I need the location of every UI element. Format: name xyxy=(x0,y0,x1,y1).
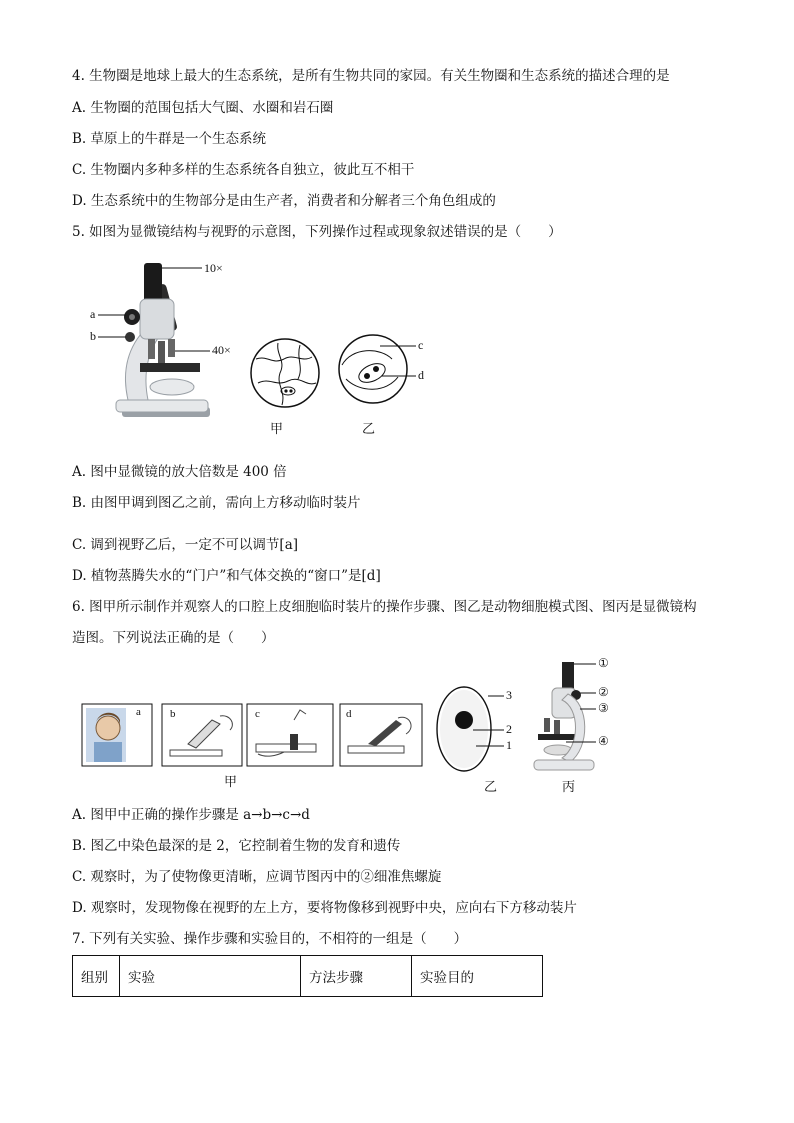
view-jia-circle xyxy=(251,339,319,407)
step-label-d: d xyxy=(346,708,352,720)
q6-figure xyxy=(80,658,620,793)
caption-yi: 乙 xyxy=(484,779,498,794)
step-label-c: c xyxy=(255,708,260,720)
q7-stem: 7. 下列有关实验、操作步骤和实验目的，不相符的一组是（ ） xyxy=(72,931,468,947)
q5-figure xyxy=(80,255,440,440)
header-method: 方法步骤 xyxy=(301,956,412,997)
label-b: b xyxy=(90,329,96,343)
cell-label-2: 2 xyxy=(506,722,512,736)
header-experiment: 实验 xyxy=(120,956,301,997)
cell-label-1: 1 xyxy=(506,738,512,752)
label-objective: 40× xyxy=(212,343,231,357)
label-a: a xyxy=(90,307,96,321)
q4-stem: 4. 生物圈是地球上最大的生态系统，是所有生物共同的家园。有关生物圈和生态系统的描述合理的是 xyxy=(72,68,670,84)
scope-label-1: ① xyxy=(598,656,609,670)
microscope-diagram xyxy=(80,255,440,440)
q4-option-c: C. 生物圈内多种多样的生态系统各自独立，彼此互不相干 xyxy=(72,162,415,178)
caption-jia: 甲 xyxy=(270,421,284,436)
q6-option-b: B. 图乙中染色最深的是 2，它控制着生物的发育和遗传 xyxy=(72,838,401,854)
scope-label-4: ④ xyxy=(598,734,609,748)
q4-option-a: A. 生物圈的范围包括大气圈、水圈和岩石圈 xyxy=(72,100,334,116)
header-purpose: 实验目的 xyxy=(412,956,543,997)
q6-option-c: C. 观察时，为了使物像更清晰，应调节图丙中的②细准焦螺旋 xyxy=(72,869,442,885)
q4-option-d: D. 生态系统中的生物部分是由生产者，消费者和分解者三个角色组成的 xyxy=(72,193,496,209)
q5-option-a: A. 图中显微镜的放大倍数是 400 倍 xyxy=(72,464,287,480)
scope-label-3: ③ xyxy=(598,701,609,715)
q5-option-d: D. 植物蒸腾失水的“门户”和气体交换的“窗口”是[d] xyxy=(72,568,381,584)
step-label-b: b xyxy=(170,708,176,720)
q5-option-c: C. 调到视野乙后，一定不可以调节[a] xyxy=(72,537,299,553)
step-label-a: a xyxy=(136,706,141,718)
caption-jia: 甲 xyxy=(224,774,238,789)
q6-stem-line2: 造图。下列说法正确的是（ ） xyxy=(72,630,275,646)
label-eyepiece: 10× xyxy=(204,261,223,275)
scope-label-2: ② xyxy=(598,685,609,699)
caption-bing: 丙 xyxy=(562,779,576,794)
q4-option-b: B. 草原上的牛群是一个生态系统 xyxy=(72,131,267,147)
cell-label-3: 3 xyxy=(506,688,512,702)
table-header-row xyxy=(73,956,543,997)
procedure-diagram xyxy=(80,658,620,793)
q6-stem-line1: 6. 图甲所示制作并观察人的口腔上皮细胞临时装片的操作步骤、图乙是动物细胞模式图、图丙是显微镜构 xyxy=(72,599,697,615)
label-c: c xyxy=(418,338,424,352)
caption-yi: 乙 xyxy=(362,421,376,436)
q6-option-a: A. 图甲中正确的操作步骤是 a→b→c→d xyxy=(72,807,310,823)
label-d: d xyxy=(418,368,424,382)
q6-option-d: D. 观察时，发现物像在视野的左上方，要将物像移到视野中央，应向右下方移动装片 xyxy=(72,900,577,916)
header-group: 组别 xyxy=(73,956,120,997)
q7-table xyxy=(72,955,543,997)
q5-stem: 5. 如图为显微镜结构与视野的示意图，下列操作过程或现象叙述错误的是（ ） xyxy=(72,224,562,240)
q5-option-b: B. 由图甲调到图乙之前，需向上方移动临时装片 xyxy=(72,495,361,511)
